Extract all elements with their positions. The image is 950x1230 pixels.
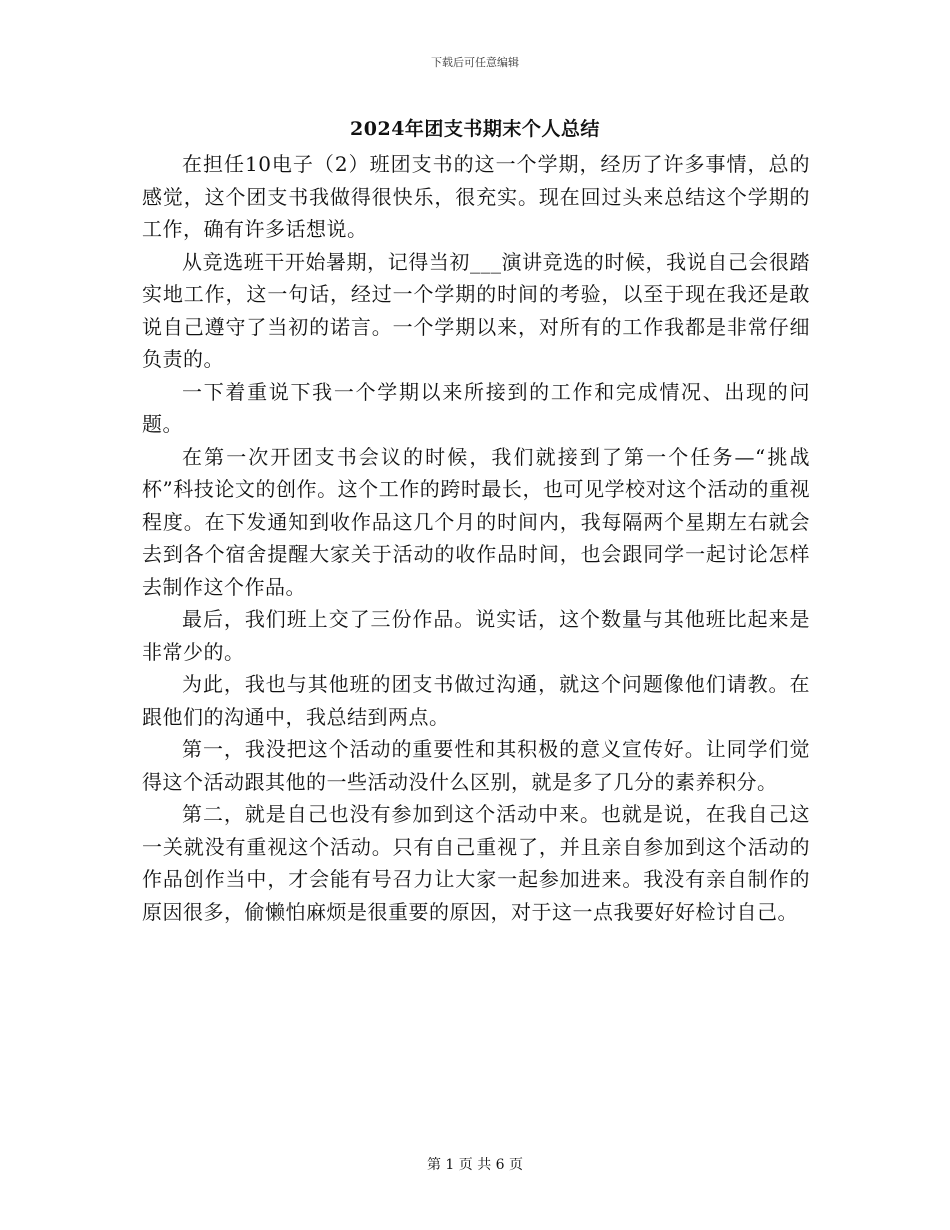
paragraph: 第一，我没把这个活动的重要性和其积极的意义宣传好。让同学们觉得这个活动跟其他的一些活动没什么区别，就是多了几分的素养积分。 [142,737,810,794]
paragraph: 在担任10电子（2）班团支书的这一个学期，经历了许多事情，总的感觉，这个团支书我做得很快乐，很充实。现在回过头来总结这个学期的工作，确有许多话想说。 [142,152,810,241]
paragraph: 在第一次开团支书会议的时候，我们就接到了第一个任务—“挑战杯”科技论文的创作。这个工作的跨时最长，也可见学校对这个活动的重视程度。在下发通知到收作品这几个月的时间内，我每隔两个星期左右就会去到各个宿舍提醒大家关于活动的收作品时间，也会跟同学一起讨论怎样去制作这个作品。 [142,444,810,599]
header-note: 下载后可任意编辑 [431,56,519,69]
paragraph: 一下着重说下我一个学期以来所接到的工作和完成情况、出现的问题。 [142,379,810,436]
paragraph: 第二，就是自己也没有参加到这个活动中来。也就是说，在我自己这一关就没有重视这个活动。只有自己重视了，并且亲自参加到这个活动的作品创作当中，才会能有号召力让大家一起参加进来。我没有亲自制作的原因很多，偷懒怕麻烦是很重要的原因，对于这一点我要好好检讨自己。 [142,802,810,924]
paragraph: 最后，我们班上交了三份作品。说实话，这个数量与其他班比起来是非常少的。 [142,607,810,664]
document-title: 2024年团支书期末个人总结 [350,118,600,140]
page-number-footer: 第 1 页 共 6 页 [426,1157,524,1173]
document-body [142,148,810,928]
paragraph: 为此，我也与其他班的团支书做过沟通，就这个问题像他们请教。在跟他们的沟通中，我总结到两点。 [142,672,810,729]
paragraph: 从竞选班干开始暑期，记得当初___演讲竞选的时候，我说自己会很踏实地工作，这一句话，经过一个学期的时间的考验，以至于现在我还是敢说自己遵守了当初的诺言。一个学期以来，对所有的工作我都是非常仔细负责的。 [142,249,810,371]
